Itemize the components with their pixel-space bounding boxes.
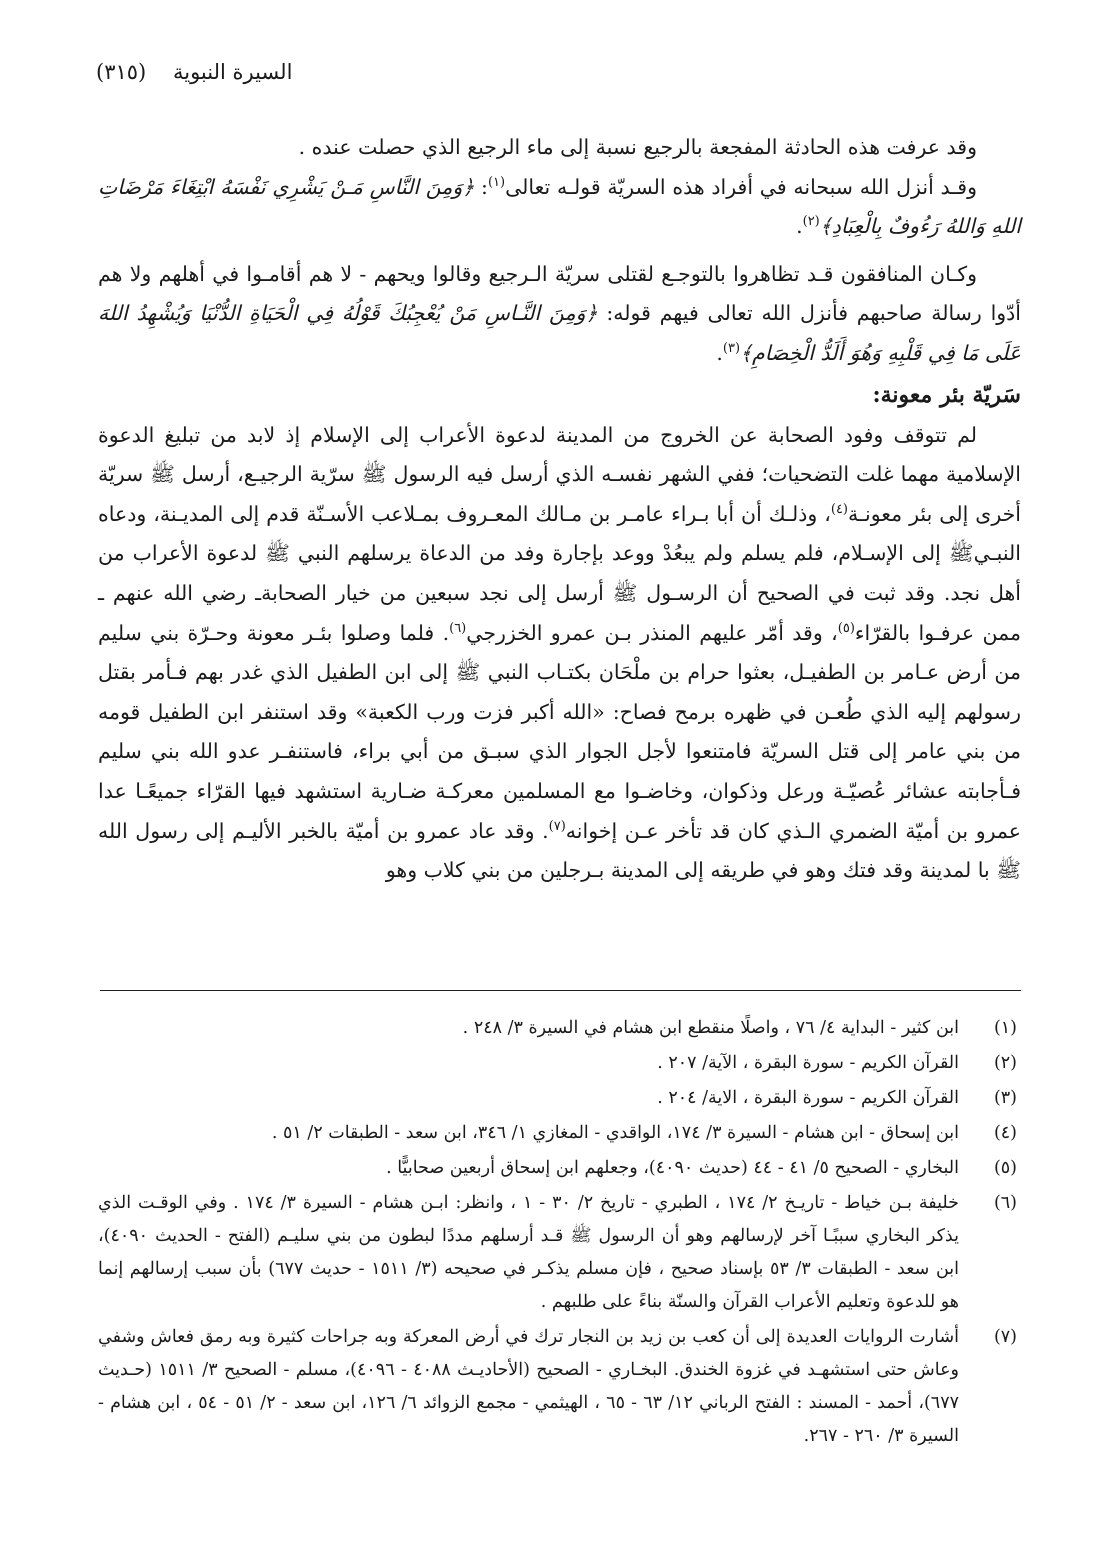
footnote-ref-5[interactable]: (٥) xyxy=(837,620,855,636)
running-header xyxy=(96,60,292,84)
footnote-number: (٢) xyxy=(993,1053,1017,1073)
paragraph-2-text: وقـد أنزل الله سبحانه في أفراد هذه السريّة قولـه تعالى xyxy=(505,174,977,199)
main-text xyxy=(98,128,1021,891)
footnote-number: (٦) xyxy=(993,1193,1017,1213)
footnote-ref-4[interactable]: (٤) xyxy=(830,501,848,517)
footnote-text: ابن إسحاق - ابن هشام - السيرة ٣/ ١٧٤، الواقدي - المغازي ١/ ٣٤٦، ابن سعد - الطبقات ٢/ ٥١ . xyxy=(271,1123,959,1143)
footnote-ref-7[interactable]: (٧) xyxy=(548,818,566,834)
footnote-number: (٥) xyxy=(993,1158,1017,1178)
footnote-text: البخاري - الصحيح ٥/ ٤١ - ٤٤ (حديث ٤٠٩٠)، وجعلهم ابن إسحاق أربعين صحابيًّا . xyxy=(386,1158,959,1178)
footnote-item xyxy=(98,1047,1021,1080)
footnote-ref-2[interactable]: (٢) xyxy=(802,214,820,230)
footnote-text: القرآن الكريم - سورة البقرة ، الآية/ ٢٠٧ . xyxy=(657,1053,959,1073)
paragraph-3-text: وكـان المنافقون قـد تظاهروا بالتوجـع لقتلى سريّة الـرجيع وقالوا ويحهم - لا هم أقامـوا في أهلهم ولا هم أدّوا رسالة صاحبهم فأنزل الله تعالى فيهم قوله: xyxy=(98,261,1021,326)
footnote-item xyxy=(98,1012,1021,1045)
footnote-item xyxy=(98,1117,1021,1150)
footnote-number: (٤) xyxy=(993,1123,1017,1143)
footnote-text: أشارت الروايات العديدة إلى أن كعب بن زيد بن النجار ترك في أرض المعركة وبه جراحات كثيرة وبه رمق فعاش وشفي وعاش حتى استشهـد في غزوة الخندق. البخـاري - الصحيح (الأحاديـث ٤٠٨٨ - ٤٠٩٦)، مسلم - الصحيح ٣/ ١٥١١ (حـديث ٦٧٧)، أحمد - المسند : الفتح الرباني ١٢/ ٦٣ - ٦٥ ، الهيثمي - مجمع الزوائد ٦/ ١٢٦، ابن سعد - ٢/ ٥١ - ٥٤ ، ابن هشام - السيرة ٣/ ٢٦٠ - ٢٦٧. xyxy=(98,1327,959,1446)
footnote-number: (١) xyxy=(993,1018,1017,1038)
paragraph-2: وقـد أنزل الله سبحانه في أفراد هذه السريّة قولـه تعالى$^{(١)}$: ﴿وَمِنَ النَّاسِ مَـنْ يَشْرِي نَفْسَهُ ابْتِغَاءَ مَرْضَاتِ اللهِ وَاللهُ رَءُوفٌ بِالْعِبَادِ﴾$^{(٢)}$. xyxy=(98,174,1021,239)
footnote-item xyxy=(98,1082,1021,1115)
footnote-text: القرآن الكريم - سورة البقرة ، الاية/ ٢٠٤ . xyxy=(657,1088,959,1108)
footnote-number: (٣) xyxy=(993,1088,1017,1108)
paragraph-3: وكـان المنافقون قـد تظاهروا بالتوجـع لقتلى سريّة الـرجيع وقالوا ويحهم - لا هم أقامـوا في أهلهم ولا هم أدّوا رسالة صاحبهم فأنزل الله تعالى فيهم قوله: ﴿وَمِنَ النَّـاسِ مَنْ يُعْجِبُكَ قَوْلُهُ فِي الْحَيَاةِ الدُّنْيَا وَيُشْهِدُ اللهَ عَلَى مَا فِي قَلْبِهِ وَهُوَ أَلَدُّ الْخِصَامِ﴾$^{(٣)}$. xyxy=(98,261,1021,365)
footnote-item xyxy=(98,1321,1021,1453)
quran-quote-2: ﴿وَمِنَ النَّـاسِ مَنْ يُعْجِبُكَ قَوْلُهُ فِي الْحَيَاةِ الدُّنْيَا وَيُشْهِدُ اللهَ عَلَى مَا فِي قَلْبِهِ وَهُوَ أَلَدُّ الْخِصَامِ﴾ xyxy=(98,301,1021,365)
footnote-number: (٧) xyxy=(993,1327,1017,1347)
footnote-item xyxy=(98,1187,1021,1319)
footnote-text: خليفة بـن خياط - تاريـخ ٢/ ١٧٤ ، الطبري - تاريخ ٢/ ٣٠ - ١ ، وانظر: ابـن هشام - السيرة ٣/ ١٧٤ . وفي الوقـت الذي يذكر البخاري سببًـا آخر لإرسالهم وهو أن الرسول ﷺ قـد أرسلهم مددًا لبطون من بني سليـم (الفتح - الحديث ٤٠٩٠)، ابن سعد - الطبقات ٣/ ٥٣ بإسناد صحيح ، فإن مسلم يذكـر في صحيحه (٣/ ١٥١١ - حديث ٦٧٧) بأن سبب إرسالهم إنما هو للدعوة وتعليم الأعراب القرآن والسنّة بناءً على طلبهم . xyxy=(98,1193,960,1312)
footnotes xyxy=(98,1012,1021,1455)
paragraph-4: لم تتوقف وفود الصحابة عن الخروج من المدينة لدعوة الأعراب إلى الإسلام إذ لابد من تبليغ الدعوة الإسلامية مهما غلت التضحيات؛ ففي الشهر نفسـه الذي أرسل فيه الرسول ﷺ سرّية الرجيـع، أرسل ﷺ سريّة أخرى إلى بئر معونـة$^{(٤)}$، وذلـك أن أبا بـراء عامـر بن مـالك المعـروف بمـلاعب الأسـنّة قدم إلى المديـنة، ودعاه النبـيﷺ إلى الإسـلام، فلم يسلم ولم يبعُدْ ووعد بإجارة وفد من الدعاة يرسلهم النبي ﷺ لدعوة الأعراب من أهل نجد. وقد ثبت في الصحيح أن الرسـول ﷺ أرسل إلى نجد سبعين من خيار الصحابةـ رضي الله عنهم ـ ممن عرفـوا بالقرّاء$^{(٥)}$، وقد أمّر عليهم المنذر بـن عمرو الخزرجي$^{(٦)}$. فلما وصلوا بئـر معونة وحـرّة بني سليم من أرض عـامر بن الطفيـل، بعثوا حرام بن ملْحَان بكتـاب النبي ﷺ إلى ابن الطفيل الذي غدر بهم فـأمر بقتل رسولهم إليه الذي طُعـن في ظهره برمح فصاح: «الله أكبر فزت ورب الكعبة» وقد استنفر ابن الطفيل قومه من بني عامر إلى قتل السريّة فامتنعوا لأجل الجوار الذي سبـق من أبي براء، فاستنفـر عدو الله بني سليم فـأجابته عشائر عُصيّـة ورعل وذكوان، وخاضـوا مع المسلمين معركـة ضـارية استشهد فيها القرّاء جميعًـا عدا عمرو بن أميّة الضمري الـذي كان قد تأخر عـن إخوانه$^{(٧)}$. وقد عاد عمرو بن أميّة بالخبر الأليـم إلى رسول الله ﷺ با لمدينة وقد فتك وهو في طريقه إلى المدينة بـرجلين من بني كلاب وهو xyxy=(98,422,1021,883)
footnote-ref-6[interactable]: (٦) xyxy=(449,620,467,636)
paragraph-1: وقد عرفت هذه الحادثة المفجعة بالرجيع نسبة إلى ماء الرجيع الذي حصلت عنده . xyxy=(298,135,977,159)
footnote-text: ابن كثير - البداية ٤/ ٧٦ ، واصلًا منقطع ابن هشام في السيرة ٣/ ٢٤٨ . xyxy=(462,1018,959,1038)
footnote-divider xyxy=(100,990,1021,991)
page-number: (٣١٥) xyxy=(96,60,147,84)
section-heading: سَريّة بئر معونة: xyxy=(872,381,1021,408)
book-title: السيرة النبوية xyxy=(172,60,293,84)
footnote-item xyxy=(98,1152,1021,1185)
footnote-ref-3[interactable]: (٣) xyxy=(722,341,741,357)
footnote-ref-1[interactable]: (١) xyxy=(487,174,506,190)
quran-quote-1: ﴿وَمِنَ النَّاسِ مَـنْ يَشْرِي نَفْسَهُ ابْتِغَاءَ مَرْضَاتِ اللهِ وَاللهُ رَءُوفٌ بِالْعِبَادِ﴾ xyxy=(98,174,1021,239)
